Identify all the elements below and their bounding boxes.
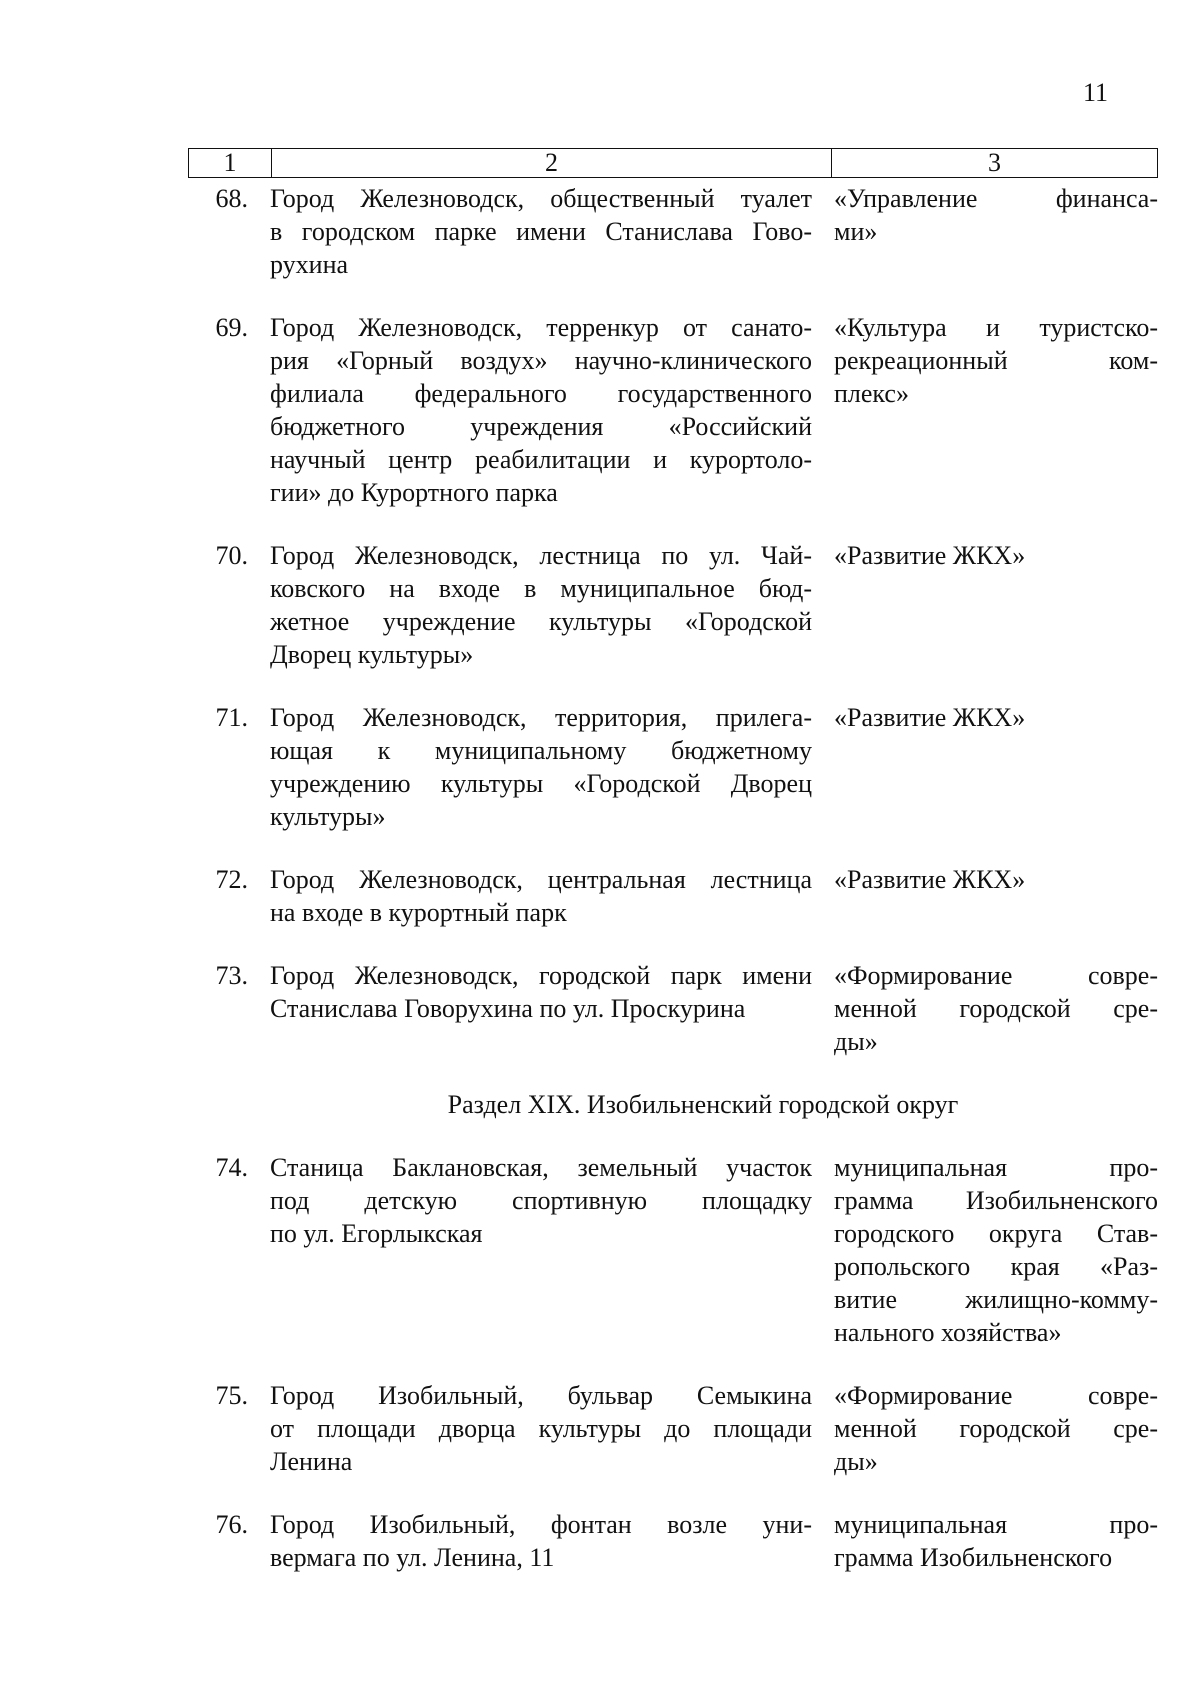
location-line: культуры» bbox=[270, 802, 386, 831]
section-heading: Раздел XIX. Изобильненский городской округ bbox=[447, 1090, 959, 1119]
program-line: нального хозяйства» bbox=[834, 1318, 1062, 1347]
table-row bbox=[188, 959, 1158, 1058]
program-line: грамма Изобильненского bbox=[834, 1543, 1113, 1572]
row-location bbox=[270, 182, 830, 281]
program-line: «Развитие ЖКХ» bbox=[834, 541, 1026, 570]
program-line: ропольского края «Раз- bbox=[834, 1252, 1158, 1281]
row-number: 73. bbox=[215, 961, 248, 990]
program-line: менной городской сре- bbox=[834, 1414, 1158, 1443]
location-line: Станица Баклановская, земельный участок bbox=[270, 1153, 812, 1182]
row-location bbox=[270, 1379, 830, 1478]
row-program bbox=[830, 1151, 1158, 1349]
row-number: 75. bbox=[215, 1381, 248, 1410]
row-program bbox=[830, 959, 1158, 1058]
location-line: гии» до Курортного парка bbox=[270, 478, 558, 507]
page-number: 11 bbox=[1082, 78, 1108, 107]
row-number: 70. bbox=[215, 541, 248, 570]
row-program bbox=[830, 863, 1158, 929]
row-location bbox=[270, 1508, 830, 1574]
program-line: муниципальная про- bbox=[834, 1153, 1158, 1182]
table-row bbox=[188, 863, 1158, 929]
location-line: научный центр реабилитации и курортоло- bbox=[270, 445, 812, 474]
location-line: Город Железноводск, терренкур от санато- bbox=[270, 313, 812, 342]
row-program bbox=[830, 701, 1158, 833]
location-line: Город Железноводск, общественный туалет bbox=[270, 184, 812, 213]
location-line: Город Железноводск, территория, прилега- bbox=[270, 703, 812, 732]
location-line: в городском парке имени Станислава Гово- bbox=[270, 217, 812, 246]
row-program bbox=[830, 311, 1158, 509]
location-line: Город Изобильный, фонтан возле уни- bbox=[270, 1510, 812, 1539]
location-line: от площади дворца культуры до площади bbox=[270, 1414, 812, 1443]
location-line: бюджетного учреждения «Российский bbox=[270, 412, 812, 441]
row-program bbox=[830, 539, 1158, 671]
program-line: «Формирование совре- bbox=[834, 961, 1158, 990]
row-number: 76. bbox=[215, 1510, 248, 1539]
program-line: рекреационный ком- bbox=[834, 346, 1158, 375]
location-line: Ленина bbox=[270, 1447, 353, 1476]
program-line: ми» bbox=[834, 217, 878, 246]
row-number: 71. bbox=[215, 703, 248, 732]
table-row bbox=[188, 701, 1158, 833]
location-line: Город Изобильный, бульвар Семыкина bbox=[270, 1381, 812, 1410]
location-line: Город Железноводск, городской парк имени bbox=[270, 961, 812, 990]
table-row bbox=[188, 311, 1158, 509]
row-location bbox=[270, 863, 830, 929]
row-program bbox=[830, 182, 1158, 281]
program-line: грамма Изобильненского bbox=[834, 1186, 1158, 1215]
program-line: «Развитие ЖКХ» bbox=[834, 865, 1026, 894]
row-program bbox=[830, 1508, 1158, 1574]
location-line: ющая к муниципальному бюджетному bbox=[270, 736, 812, 765]
location-line: вермага по ул. Ленина, 11 bbox=[270, 1543, 555, 1572]
row-location bbox=[270, 959, 830, 1058]
location-line: Город Железноводск, центральная лестница bbox=[270, 865, 812, 894]
row-number: 69. bbox=[215, 313, 248, 342]
program-line: городского округа Став- bbox=[834, 1219, 1158, 1248]
location-line: Город Железноводск, лестница по ул. Чай- bbox=[270, 541, 812, 570]
row-number: 72. bbox=[215, 865, 248, 894]
location-line: Станислава Говорухина по ул. Проскурина bbox=[270, 994, 746, 1023]
program-line: «Управление финанса- bbox=[834, 184, 1158, 213]
program-line: витие жилищно-комму- bbox=[834, 1285, 1158, 1314]
location-line: по ул. Егорлыкская bbox=[270, 1219, 483, 1248]
row-location bbox=[270, 1151, 830, 1349]
location-line: рухина bbox=[270, 250, 349, 279]
row-location bbox=[270, 701, 830, 833]
row-location bbox=[270, 539, 830, 671]
row-location bbox=[270, 311, 830, 509]
header-col-2: 2 bbox=[271, 149, 831, 177]
row-number: 74. bbox=[215, 1153, 248, 1182]
program-line: муниципальная про- bbox=[834, 1510, 1158, 1539]
table-row bbox=[188, 1379, 1158, 1478]
program-line: менной городской сре- bbox=[834, 994, 1158, 1023]
location-line: жетное учреждение культуры «Городской bbox=[270, 607, 812, 636]
location-line: ковского на входе в муниципальное бюд- bbox=[270, 574, 812, 603]
program-line: «Формирование совре- bbox=[834, 1381, 1158, 1410]
row-program bbox=[830, 1379, 1158, 1478]
row-number: 68. bbox=[215, 184, 248, 213]
location-line: под детскую спортивную площадку bbox=[270, 1186, 812, 1215]
table-row bbox=[188, 1508, 1158, 1574]
location-line: филиала федерального государственного bbox=[270, 379, 812, 408]
location-line: Дворец культуры» bbox=[270, 640, 474, 669]
table-row bbox=[188, 1151, 1158, 1349]
location-line: на входе в курортный парк bbox=[270, 898, 567, 927]
table-row bbox=[188, 182, 1158, 281]
program-line: ды» bbox=[834, 1447, 878, 1476]
program-line: ды» bbox=[834, 1027, 878, 1056]
header-col-3: 3 bbox=[831, 149, 1157, 177]
program-line: «Культура и туристско- bbox=[834, 313, 1158, 342]
location-line: учреждению культуры «Городской Дворец bbox=[270, 769, 812, 798]
table-body bbox=[188, 182, 1158, 1574]
header-col-1: 1 bbox=[223, 148, 237, 177]
program-line: плекс» bbox=[834, 379, 909, 408]
table-row bbox=[188, 539, 1158, 671]
location-line: рия «Горный воздух» научно-клинического bbox=[270, 346, 812, 375]
table-header bbox=[188, 148, 1158, 178]
program-line: «Развитие ЖКХ» bbox=[834, 703, 1026, 732]
